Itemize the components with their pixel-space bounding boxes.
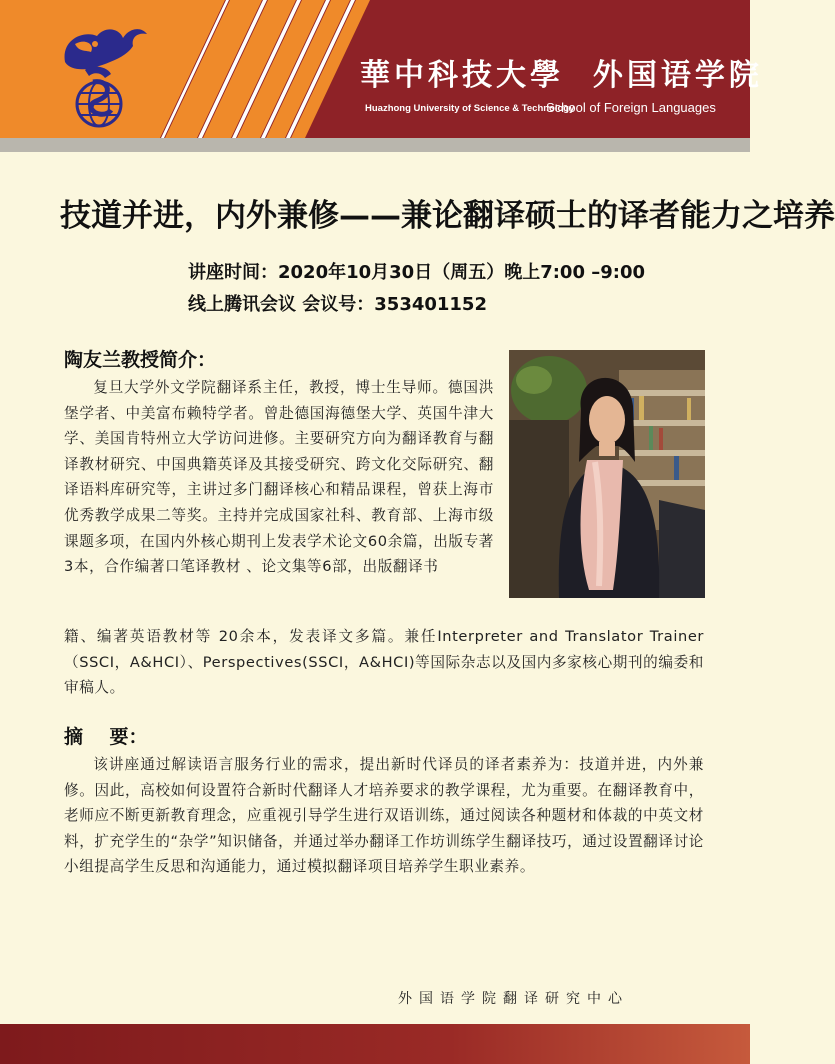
professor-portrait-photo: [509, 350, 705, 598]
school-name-en: School of Foreign Languages: [546, 100, 716, 115]
abstract-heading: 摘 要：: [64, 726, 148, 748]
bio-heading: 陶友兰教授简介：: [64, 349, 217, 371]
footer-organization: 外国语学院翻译研究中心: [398, 991, 629, 1007]
school-emblem-icon: [55, 22, 155, 134]
university-school-name-cn: [360, 50, 763, 94]
bio-text-lower: 籍、编著英语教材等 20余本，发表译文多篇。兼任Interpreter and Translator Trainer（SSCI，A&HCI）、Perspectives(SSCI，A&HCI)等国际杂志以及国内多家核心期刊的编委和审稿人。: [64, 628, 704, 697]
university-name-en: Huazhong University of Science & Technology: [365, 103, 575, 114]
lecture-title: 技道并进，内外兼修——兼论翻译硕士的译者能力之培养: [60, 198, 835, 234]
university-name-cn: 華中科技大學: [360, 58, 564, 93]
lecture-time: 讲座时间：2020年10月30日（周五）晚上7:00 –9:00: [188, 262, 646, 283]
bottom-bar: [0, 1024, 750, 1064]
school-name-cn: 外国语学院: [592, 58, 763, 93]
lecture-venue: 线上腾讯会议 会议号：353401152: [188, 294, 487, 315]
bio-text-upper: [64, 375, 494, 580]
bio-text-beside-photo: 复旦大学外文学院翻译系主任，教授，博士生导师。德国洪堡学者、中美富布赖特学者。曾赴德国海德堡大学、英国牛津大学、美国肯特州立大学访问进修。主要研究方向为翻译教育与翻译教材研究、中国典籍英译及其接受研究、跨文化交际研究、翻译语料库研究等，主讲过多门翻译核心和精品课程，曾获上海市优秀教学成果二等奖。主持并完成国家社科、教育部、上海市级课题多项，在国内外核心期刊上发表学术论文60余篇，出版专著3本，合作编著口笔译教材 、论文集等6部，出版翻译书: [64, 379, 495, 576]
header-divider-stripe: [0, 138, 750, 152]
abstract-text-block: [64, 752, 704, 880]
abstract-text: 该讲座通过解读语言服务行业的需求，提出新时代译员的译者素养为：技道并进，内外兼修。因此，高校如何设置符合新时代翻译人才培养要求的教学课程，尤为重要。在翻译教育中，老师应不断更新教育理念，应重视引导学生进行双语训练，通过阅读各种题材和体裁的中英文材料，扩充学生的“杂学”知识储备，并通过举办翻译工作坊训练学生翻译技巧，通过设置翻译讨论小组提高学生反思和沟通能力，通过模拟翻译项目培养学生职业素养。: [64, 756, 704, 876]
